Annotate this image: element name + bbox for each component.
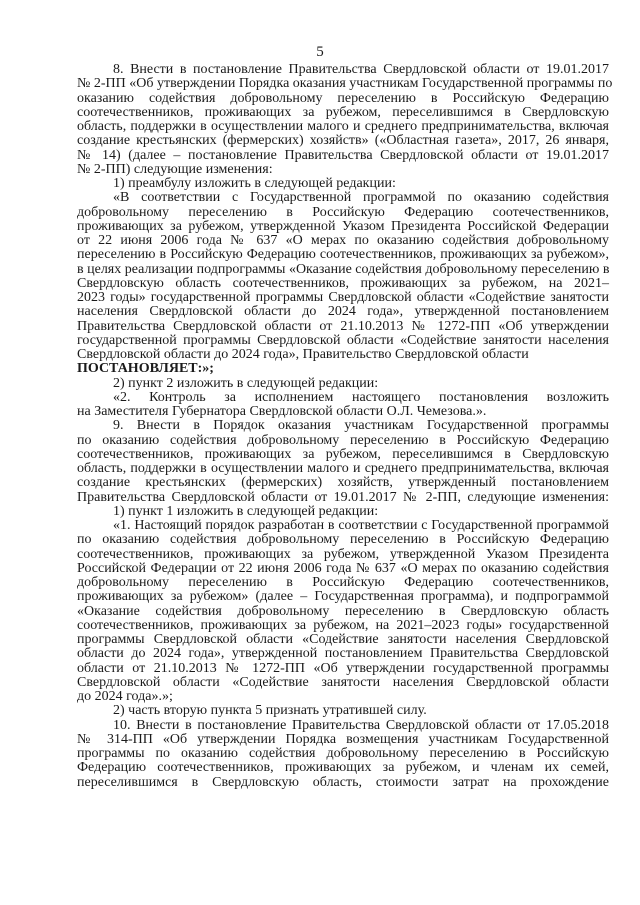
text-line: область, поддержки в осуществлении малого и среднего предпринимательства, включая — [77, 461, 609, 476]
text-line: 8. Внести в постановление Правительства Свердловской области от 19.01.2017 — [113, 62, 609, 77]
text-line: переселившимся в Свердловскую область, стоимости затрат на прохождение — [77, 774, 609, 790]
text-line: «1. Настоящий порядок разработан в соответствии с Государственной программой — [113, 518, 609, 533]
text-line: создание крестьянских (фермерских) хозяйств, утвержденный постановлением — [77, 475, 609, 491]
text-line: № 2-ПП «Об утверждении Порядка оказания участникам Государственной программы по — [77, 76, 613, 92]
text-line: Федерацию соотечественников, проживающих за рубежом, и членам их семей, — [77, 760, 609, 776]
text-line: «2. Контроль за исполнением настоящего постановления возложить — [113, 389, 609, 405]
text-line: проживающих за рубежом, утвержденной Указом Президента Российской Федерации — [77, 218, 609, 234]
text-line: по оказанию содействия добровольному переселению в Российскую Федерацию — [77, 432, 609, 448]
text-line: № 314-ПП «Об утверждении Порядка возмещения участникам Государственной — [77, 731, 609, 747]
document-body — [77, 62, 613, 790]
text-line: Свердловской области до 2024 года», Правительство Свердловской области — [77, 347, 529, 362]
text-line: добровольному переселению в Российскую Федерацию соотечественников, — [77, 575, 609, 590]
text-line: проживающих за рубежом» (далее – Государственная программа), и подпрограммой — [77, 589, 609, 605]
text-line: населения Свердловской области до 2024 года», утвержденной постановлением — [77, 304, 609, 320]
text-line: оказанию содействия добровольному переселению в Российскую Федерацию — [77, 90, 609, 106]
text-line: соотечественников, проживающих за рубежом, переселившимся в Свердловскую — [77, 446, 609, 462]
text-line: Свердловскую область соотечественников, проживающих за рубежом, на 2021– — [77, 275, 609, 291]
text-line: область, поддержки в осуществлении малого и среднего предпринимательства, включая — [77, 119, 609, 134]
text-line: 2023 годы» государственной программы Свердловской области «Содействие занятости — [77, 290, 609, 305]
text-line: 1) пункт 1 изложить в следующей редакции: — [113, 503, 379, 519]
text-line: государственной программы Свердловской области «Содействие занятости населения — [77, 332, 609, 348]
text-line: «В соответствии с Государственной программой по оказанию содействия — [113, 190, 609, 206]
text-line: на Заместителя Губернатора Свердловской области О.Л. Чемезова.». — [77, 404, 487, 419]
text-line: по оказанию содействия добровольному переселению в Российскую Федерацию — [77, 532, 609, 548]
text-line: до 2024 года».»; — [77, 689, 173, 704]
page-number: 5 — [316, 44, 324, 60]
text-line: программы по оказанию содействия добровольному переселению в Российскую — [77, 746, 609, 761]
text-line: 2) часть вторую пункта 5 признать утратившей силу. — [113, 703, 427, 719]
text-line: «Оказание содействия добровольному переселению в Свердловскую область — [77, 603, 609, 619]
text-line: 2) пункт 2 изложить в следующей редакции: — [113, 375, 379, 391]
text-line: 9. Внести в Порядок оказания участникам Государственной программы — [113, 418, 609, 434]
text-line: № 14) (далее – постановление Правительства Свердловской области от 19.01.2017 — [77, 147, 609, 163]
text-line: добровольному переселению в Российскую Федерацию соотечественников, — [77, 204, 609, 220]
text-line: 10. Внести в постановление Правительства Свердловской области от 17.05.2018 — [113, 717, 609, 733]
text-line: области до 2024 года», утвержденной постановлением Правительства Свердловской — [77, 646, 609, 662]
text-line: соотечественников, проживающих за рубежом, на 2021–2023 годы» государственной — [77, 617, 609, 633]
text-line: Российской Федерации от 22 июня 2006 года № 637 «О мерах по оказанию содействия — [77, 560, 609, 576]
text-line: 1) преамбулу изложить в следующей редакции: — [113, 176, 396, 191]
text-line: переселению в Российскую Федерацию соотечественников, проживающих за рубежом», — [77, 247, 609, 263]
text-line: создание крестьянских (фермерских) хозяйств» («Областная газета», 2017, 26 января, — [77, 133, 609, 149]
text-line: от 22 июня 2006 года № 637 «О мерах по оказанию содействия добровольному — [77, 233, 609, 248]
text-line: соотечественников, проживающих за рубежом, утвержденной Указом Президента — [77, 546, 609, 562]
text-line: программы Свердловской области «Содействие занятости населения Свердловской — [77, 632, 609, 647]
text-line: Свердловской области «Содействие занятости населения Свердловской области — [77, 674, 609, 690]
text-line: области от 21.10.2013 № 1272-ПП «Об утверждении государственной программы — [77, 660, 609, 676]
text-line: ПОСТАНОВЛЯЕТ:»; — [77, 361, 214, 377]
text-line: соотечественников, проживающих за рубежом, переселившимся в Свердловскую — [77, 104, 609, 120]
text-line: Правительства Свердловской области от 21.10.2013 № 1272-ПП «Об утверждении — [77, 318, 609, 334]
text-line: Правительства Свердловской области от 19.01.2017 № 2-ПП, следующие изменения: — [77, 489, 609, 505]
text-line: № 2-ПП) следующие изменения: — [77, 161, 273, 177]
text-line: в целях реализации подпрограммы «Оказание содействия добровольному переселению в — [77, 261, 610, 277]
